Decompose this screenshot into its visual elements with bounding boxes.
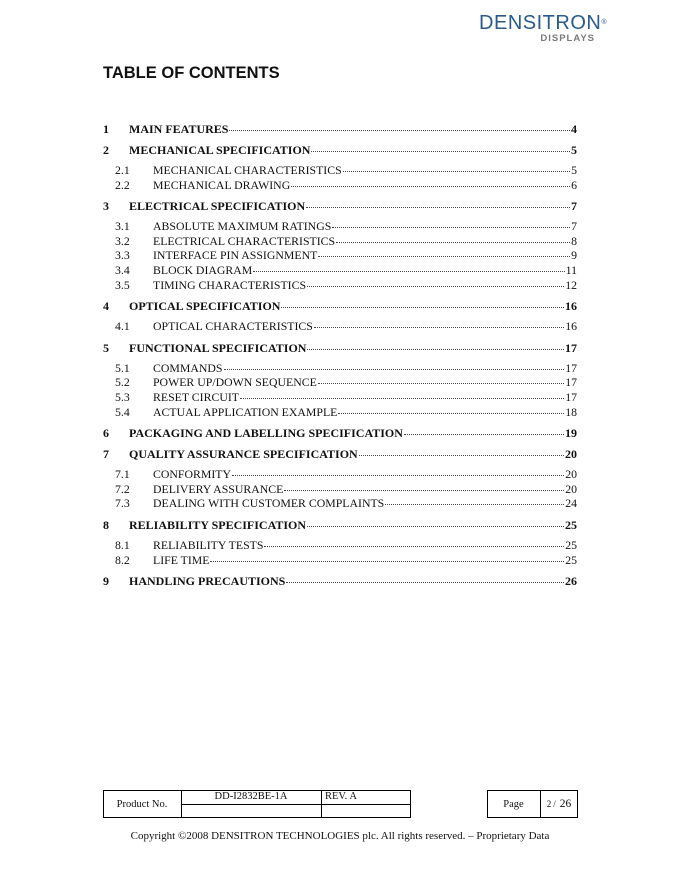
toc-label: CONFORMITY bbox=[153, 467, 231, 482]
toc-page-number: 20 bbox=[565, 447, 577, 462]
registered-mark: ® bbox=[601, 19, 607, 26]
toc-page-number: 7 bbox=[571, 219, 577, 234]
toc-label: RELIABILITY SPECIFICATION bbox=[129, 517, 307, 532]
toc-page-number: 24 bbox=[565, 496, 577, 511]
toc-page-number: 4 bbox=[571, 122, 577, 136]
toc-page-number: 7 bbox=[571, 199, 577, 214]
toc-subsection[interactable] bbox=[103, 319, 577, 334]
toc-number: 6 bbox=[103, 426, 109, 441]
dot-leader bbox=[385, 503, 564, 505]
toc-number: 3.2 bbox=[115, 233, 130, 248]
toc-label: MECHANICAL DRAWING bbox=[153, 177, 291, 192]
toc-number: 5.1 bbox=[115, 360, 130, 375]
toc-section[interactable] bbox=[103, 298, 577, 319]
toc-number: 3.1 bbox=[115, 219, 130, 234]
toc-page-number: 25 bbox=[565, 537, 577, 552]
dot-leader bbox=[307, 348, 564, 350]
toc-subsection[interactable] bbox=[103, 405, 577, 420]
toc-page-number: 8 bbox=[571, 233, 577, 248]
page-title: TABLE OF CONTENTS bbox=[103, 64, 280, 82]
toc-page-number: 26 bbox=[565, 574, 577, 589]
logo-wordmark: DENSITRON® bbox=[479, 12, 607, 34]
toc-label: INTERFACE PIN ASSIGNMENT bbox=[153, 248, 318, 263]
toc-subsection[interactable] bbox=[103, 496, 577, 511]
toc-number: 5.3 bbox=[115, 389, 130, 404]
toc-number: 3.3 bbox=[115, 248, 130, 263]
toc-page-number: 16 bbox=[565, 299, 577, 314]
toc-label: ABSOLUTE MAXIMUM RATINGS bbox=[153, 219, 332, 234]
toc-number: 1 bbox=[103, 122, 109, 136]
toc-number: 8 bbox=[103, 517, 109, 532]
footer-table bbox=[103, 790, 578, 818]
revision-label: REV. A bbox=[325, 791, 357, 802]
toc-subsection[interactable] bbox=[103, 390, 577, 405]
dot-leader bbox=[253, 270, 564, 272]
toc-page-number: 5 bbox=[571, 143, 577, 157]
toc-subsection[interactable] bbox=[103, 467, 577, 482]
dot-leader bbox=[284, 489, 564, 491]
toc-label: HANDLING PRECAUTIONS bbox=[129, 574, 286, 589]
product-number-label: Product No. bbox=[116, 798, 168, 810]
dot-leader bbox=[318, 382, 564, 384]
toc-page-number: 20 bbox=[565, 467, 577, 482]
dot-leader bbox=[232, 474, 564, 476]
toc-label: MECHANICAL SPECIFICATION bbox=[129, 143, 311, 157]
toc-label: OPTICAL SPECIFICATION bbox=[129, 299, 281, 314]
toc-page-number: 19 bbox=[565, 426, 577, 441]
toc-page-number: 17 bbox=[565, 360, 577, 375]
toc-label: MAIN FEATURES bbox=[129, 122, 229, 136]
toc-section[interactable] bbox=[103, 142, 577, 163]
toc-label: LIFE TIME bbox=[153, 552, 210, 567]
toc-number: 7.2 bbox=[115, 481, 130, 496]
toc-section[interactable] bbox=[103, 446, 577, 467]
toc-label: COMMANDS bbox=[153, 360, 223, 375]
toc-label: MECHANICAL CHARACTERISTICS bbox=[153, 163, 342, 177]
toc-subsection[interactable] bbox=[103, 163, 577, 178]
dot-leader bbox=[404, 433, 564, 435]
dot-leader bbox=[311, 150, 570, 152]
toc-page-number: 16 bbox=[565, 319, 577, 334]
toc-page-number: 11 bbox=[565, 262, 577, 277]
dot-leader bbox=[332, 226, 570, 228]
toc-subsection[interactable] bbox=[103, 263, 577, 278]
toc-number: 7.1 bbox=[115, 467, 130, 482]
toc-page-number: 9 bbox=[571, 248, 577, 263]
toc-subsection[interactable] bbox=[103, 553, 577, 568]
toc-label: QUALITY ASSURANCE SPECIFICATION bbox=[129, 447, 358, 462]
toc-number: 2 bbox=[103, 143, 109, 157]
toc-page-number: 25 bbox=[565, 552, 577, 567]
toc-subsection[interactable] bbox=[103, 219, 577, 234]
toc-label: FUNCTIONAL SPECIFICATION bbox=[129, 340, 307, 355]
toc-number: 2.2 bbox=[115, 177, 130, 192]
dot-leader bbox=[314, 326, 564, 328]
copyright-notice: Copyright ©2008 DENSITRON TECHNOLOGIES plc. All rights reserved. – Proprietary Data bbox=[130, 830, 550, 842]
dot-leader bbox=[229, 129, 570, 131]
toc-label: BLOCK DIAGRAM bbox=[153, 262, 253, 277]
toc-number: 3.4 bbox=[115, 262, 130, 277]
dot-leader bbox=[318, 255, 570, 257]
toc-label: TIMING CHARACTERISTICS bbox=[153, 277, 307, 292]
toc-label: PACKAGING AND LABELLING SPECIFICATION bbox=[129, 426, 403, 441]
toc-number: 4 bbox=[103, 299, 109, 314]
toc-number: 7 bbox=[103, 447, 109, 462]
toc-number: 8.1 bbox=[115, 537, 130, 552]
table-of-contents bbox=[103, 121, 577, 594]
toc-subsection[interactable] bbox=[103, 361, 577, 376]
dot-leader bbox=[281, 306, 564, 308]
toc-page-number: 25 bbox=[565, 517, 577, 532]
toc-label: ELECTRICAL SPECIFICATION bbox=[129, 199, 306, 214]
toc-page-number: 5 bbox=[571, 163, 577, 177]
toc-label: ACTUAL APPLICATION EXAMPLE bbox=[153, 404, 338, 419]
dot-leader bbox=[224, 368, 565, 370]
toc-section[interactable] bbox=[103, 198, 577, 219]
toc-number: 7.3 bbox=[115, 496, 130, 511]
toc-number: 5 bbox=[103, 340, 109, 355]
toc-section[interactable] bbox=[103, 517, 577, 538]
toc-page-number: 17 bbox=[565, 375, 577, 390]
toc-number: 5.4 bbox=[115, 404, 130, 419]
dot-leader bbox=[359, 454, 564, 456]
toc-label: OPTICAL CHARACTERISTICS bbox=[153, 319, 313, 334]
dot-leader bbox=[336, 241, 570, 243]
page-separator: / bbox=[553, 799, 556, 809]
dot-leader bbox=[306, 206, 570, 208]
toc-section[interactable] bbox=[103, 121, 577, 142]
toc-subsection[interactable] bbox=[103, 178, 577, 193]
toc-section[interactable] bbox=[103, 425, 577, 446]
logo-subtitle: DISPLAYS bbox=[540, 33, 595, 44]
dot-leader bbox=[307, 525, 564, 527]
dot-leader bbox=[264, 545, 564, 547]
page-label: Page bbox=[503, 798, 524, 810]
toc-page-number: 17 bbox=[565, 340, 577, 355]
toc-number: 9 bbox=[103, 574, 109, 589]
toc-page-number: 17 bbox=[565, 389, 577, 404]
toc-page-number: 20 bbox=[565, 481, 577, 496]
dot-leader bbox=[286, 581, 564, 583]
toc-section[interactable] bbox=[103, 340, 577, 361]
dot-leader bbox=[240, 397, 564, 399]
dot-leader bbox=[291, 185, 570, 187]
product-number-value: DD-I2832BE-1A bbox=[214, 791, 288, 802]
toc-number: 3.5 bbox=[115, 277, 130, 292]
dot-leader bbox=[307, 285, 564, 287]
toc-subsection[interactable] bbox=[103, 375, 577, 390]
divider bbox=[181, 804, 411, 805]
toc-number: 3 bbox=[103, 199, 109, 214]
toc-label: DEALING WITH CUSTOMER COMPLAINTS bbox=[153, 496, 385, 511]
toc-subsection[interactable] bbox=[103, 248, 577, 263]
toc-number: 4.1 bbox=[115, 319, 130, 334]
toc-label: POWER UP/DOWN SEQUENCE bbox=[153, 375, 317, 390]
dot-leader bbox=[343, 170, 570, 172]
toc-label: RESET CIRCUIT bbox=[153, 389, 239, 404]
toc-label: ELECTRICAL CHARACTERISTICS bbox=[153, 233, 336, 248]
toc-page-number: 12 bbox=[565, 277, 577, 292]
toc-subsection[interactable] bbox=[103, 278, 577, 293]
toc-number: 8.2 bbox=[115, 552, 130, 567]
page-current: 2 bbox=[546, 799, 552, 809]
dot-leader bbox=[210, 560, 564, 562]
toc-number: 2.1 bbox=[115, 163, 130, 177]
dot-leader bbox=[338, 412, 564, 414]
toc-number: 5.2 bbox=[115, 375, 130, 390]
toc-page-number: 6 bbox=[571, 177, 577, 192]
page-number bbox=[540, 790, 578, 818]
toc-label: DELIVERY ASSURANCE bbox=[153, 481, 284, 496]
toc-subsection[interactable] bbox=[103, 234, 577, 249]
toc-label: RELIABILITY TESTS bbox=[153, 537, 264, 552]
toc-page-number: 18 bbox=[565, 404, 577, 419]
toc-section[interactable] bbox=[103, 573, 577, 594]
toc-subsection[interactable] bbox=[103, 482, 577, 497]
densitron-logo bbox=[479, 12, 607, 44]
page-total: 26 bbox=[559, 798, 572, 810]
toc-subsection[interactable] bbox=[103, 538, 577, 553]
